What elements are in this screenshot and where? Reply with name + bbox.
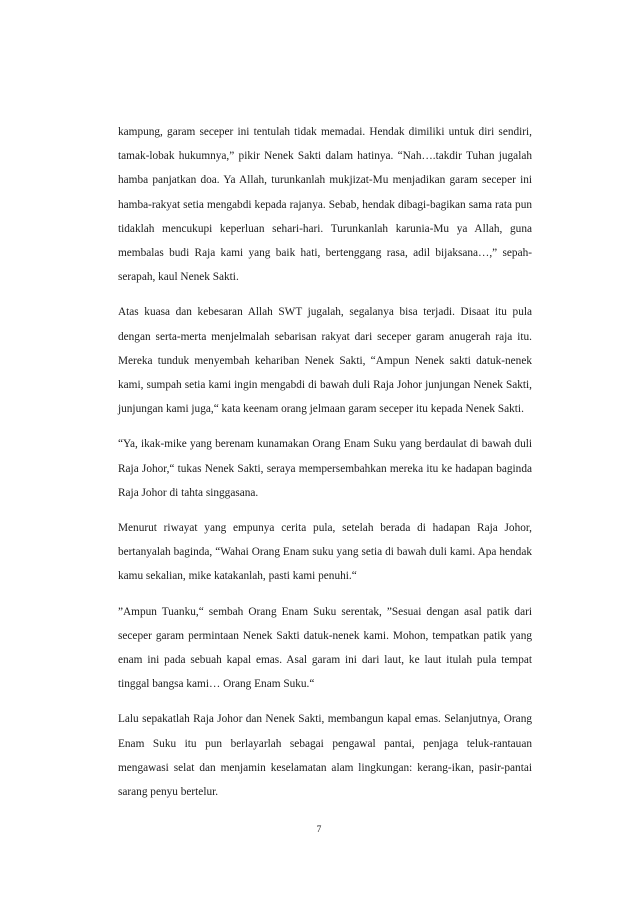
paragraph-5: ”Ampun Tuanku,“ sembah Orang Enam Suku serentak, ”Sesuai dengan asal patik dari seceper garam permintaan Nenek Sakti datuk-nenek kami. Mohon, tempatkan patik yang enam ini pada sebuah kapal emas. Asal garam ini dari laut, ke laut itulah pula tempat tinggal bangsa kami… Orang Enam Suku.“ (118, 605, 532, 691)
paragraph-4: Menurut riwayat yang empunya cerita pula, setelah berada di hadapan Raja Johor, bertanyalah baginda, “Wahai Orang Enam suku yang setia di bawah duli kami. Apa hendak kamu sekalian, mike katakanlah, pasti kami penuhi.“ (118, 522, 532, 583)
paragraph-2: Atas kuasa dan kebesaran Allah SWT jugalah, segalanya bisa terjadi. Disaat itu pula dengan serta-merta menjelmalah sebarisan rakyat dari seceper garam anugerah raja itu. Mereka tunduk menyembah kehariban Nenek Sakti, “Ampun Nenek sakti datuk-nenek kami, sumpah setia kami ingin mengabdi di bawah duli Raja Johor junjungan Nenek Sakti, junjungan kami juga,“ kata keenam orang jelmaan garam seceper itu kepada Nenek Sakti. (118, 306, 532, 416)
paragraph-6: Lalu sepakatlah Raja Johor dan Nenek Sakti, membangun kapal emas. Selanjutnya, Orang Enam Suku itu pun berlayarlah sebagai pengawal pantai, penjaga teluk-rantauan mengawasi selat dan menjamin keselamatan alam lingkungan: kerang-ikan, pasir-pantai sarang penyu bertelur. (118, 713, 532, 799)
page-number: 7 (316, 825, 322, 835)
paragraph-1: kampung, garam seceper ini tentulah tidak memadai. Hendak dimiliki untuk diri sendiri, tamak-lobak hukumnya,” pikir Nenek Sakti dalam hatinya. “Nah….takdir Tuhan jugalah hamba panjatkan doa. Ya Allah, turunkanlah mukjizat-Mu menjadikan garam seceper ini hamba-rakyat setia mengabdi kepada rajanya. Sebab, hendak dibagi-bagikan sama rata pun tidaklah mencukupi keperluan sehari-hari. Turunkanlah karunia-Mu ya Allah, guna membalas budi Raja kami yang baik hati, bertenggang rasa, adil bijaksana…,” sepah-serapah, kaul Nenek Sakti. (118, 126, 532, 284)
paragraph-3: “Ya, ikak-mike yang berenam kunamakan Orang Enam Suku yang berdaulat di bawah duli Raja Johor,“ tukas Nenek Sakti, seraya mempersembahkan mereka itu ke hadapan baginda Raja Johor di tahta singgasana. (118, 438, 532, 499)
document-body (118, 120, 532, 815)
